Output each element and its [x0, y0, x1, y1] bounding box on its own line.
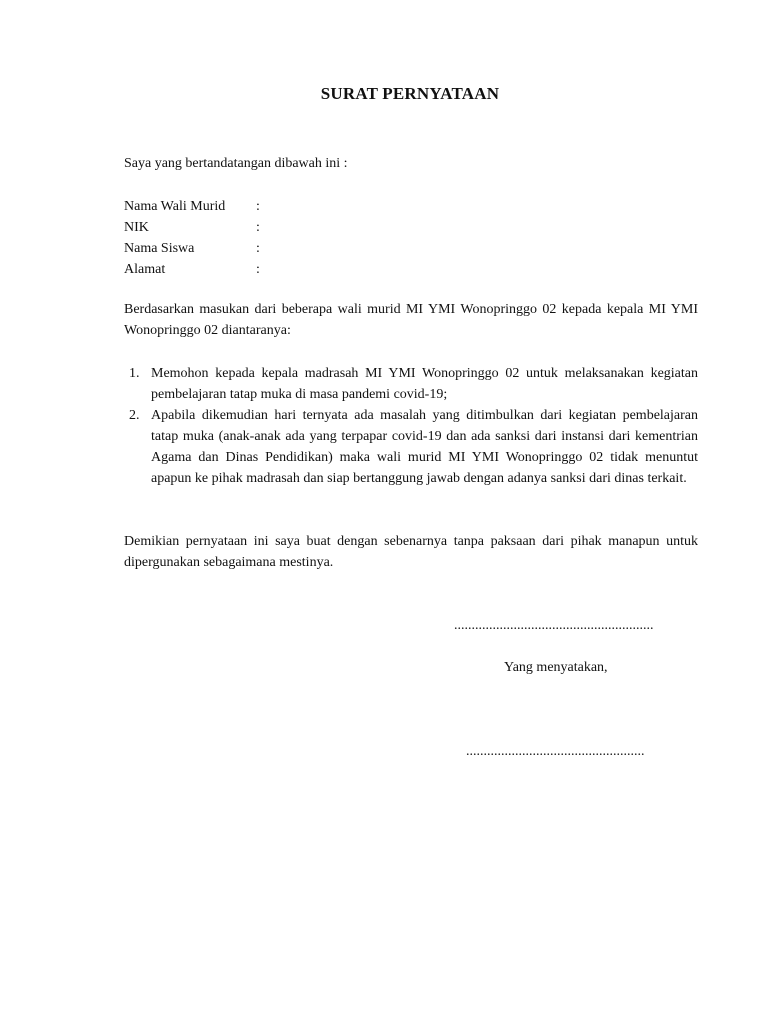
list-text: Memohon kepada kepala madrasah MI YMI Wonopringgo 02 untuk melaksanakan kegiatan pembelajaran tatap muka di masa pandemi covid-19;: [151, 366, 698, 402]
document-title: SURAT PERNYATAAN: [320, 84, 500, 103]
list-number: 2.: [129, 408, 140, 423]
request-list: [124, 363, 698, 489]
list-number: 1.: [129, 366, 140, 381]
field-label: NIK: [124, 220, 149, 235]
list-text: Apabila dikemudian hari ternyata ada masalah yang ditimbulkan dari kegiatan pembelajaran tatap muka (anak-anak ada yang terpapar covid-19 dan ada sanksi dari instansi dari kementrian Agama dan Dinas Pendidikan) maka wali murid MI YMI Wonopringgo 02 tidak menuntut apapun ke pihak madrasah dan siap bertanggung jawab dengan adanya sanksi dari dinas terkait.: [151, 408, 698, 486]
field-colon: :: [256, 220, 260, 235]
field-colon: :: [256, 199, 260, 214]
field-colon: :: [256, 241, 260, 256]
field-label: Nama Siswa: [124, 241, 195, 256]
signature-label: Yang menyatakan,: [504, 660, 608, 675]
paragraph-background: Berdasarkan masukan dari beberapa wali murid MI YMI Wonopringgo 02 kepada kepala MI YMI Wonopringgo 02 diantaranya:: [124, 302, 698, 338]
place-date-line: .........................................................: [454, 618, 654, 633]
field-row-alamat: [124, 259, 276, 280]
identity-fields: [124, 196, 276, 280]
list-item: [124, 405, 698, 489]
field-label: Alamat: [124, 262, 166, 277]
field-colon: :: [256, 262, 260, 277]
field-row-nama-wali-murid: [124, 196, 276, 217]
field-row-nik: [124, 217, 276, 238]
paragraph-closing: Demikian pernyataan ini saya buat dengan sebenarnya tanpa paksaan dari pihak manapun untuk dipergunakan sebagaimana mestinya.: [124, 534, 698, 570]
field-row-nama-siswa: [124, 238, 276, 259]
signature-line: ...................................................: [466, 744, 645, 759]
intro-text: Saya yang bertandatangan dibawah ini :: [124, 156, 348, 171]
list-item: [124, 363, 698, 405]
field-label: Nama Wali Murid: [124, 199, 226, 214]
